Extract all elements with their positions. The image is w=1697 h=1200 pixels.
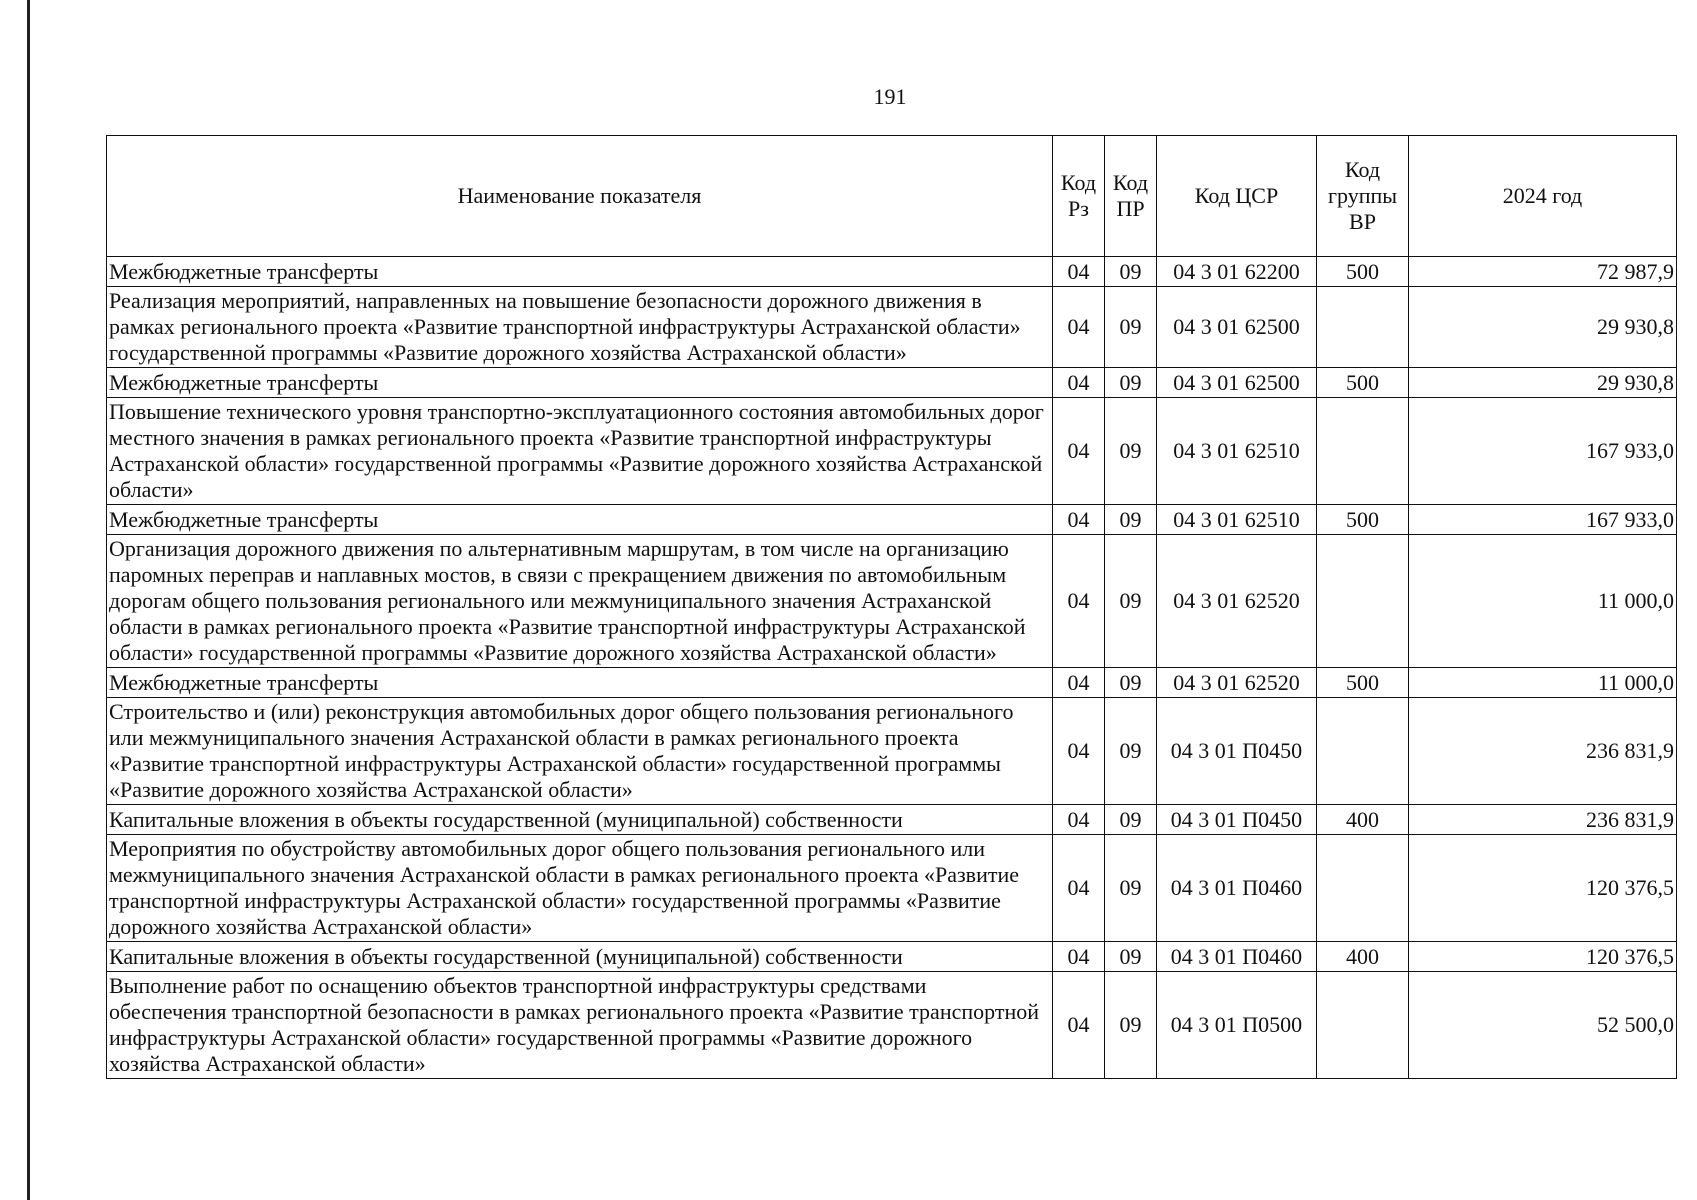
table-row <box>107 972 1677 1079</box>
row-rz: 04 <box>1053 835 1105 942</box>
table-row <box>107 505 1677 535</box>
row-amount: 52 500,0 <box>1409 972 1677 1079</box>
row-amount: 29 930,8 <box>1409 368 1677 398</box>
row-csr: 04 3 01 62510 <box>1157 505 1317 535</box>
header-row <box>107 136 1677 257</box>
row-name: Строительство и (или) реконструкция автомобильных дорог общего пользования регионального или межмуниципального значения Астраханской области в рамках регионального проекта «Развитие транспортной инфраструктуры Астраханской области» государственной программы «Развитие дорожного хозяйства Астраханской области» <box>107 698 1053 805</box>
row-pr: 09 <box>1105 668 1157 698</box>
table-row <box>107 368 1677 398</box>
row-name: Капитальные вложения в объекты государственной (муниципальной) собственности <box>107 805 1053 835</box>
page-number: 191 <box>873 84 907 109</box>
header-csr: Код ЦСР <box>1157 136 1317 257</box>
budget-table <box>106 135 1677 1079</box>
row-amount: 72 987,9 <box>1409 257 1677 287</box>
row-vr <box>1317 535 1409 668</box>
header-rz: Код Рз <box>1053 136 1105 257</box>
row-vr: 500 <box>1317 368 1409 398</box>
row-amount: 120 376,5 <box>1409 942 1677 972</box>
row-rz: 04 <box>1053 368 1105 398</box>
row-rz: 04 <box>1053 698 1105 805</box>
row-csr: 04 3 01 П0450 <box>1157 805 1317 835</box>
table-row <box>107 398 1677 505</box>
row-vr: 400 <box>1317 805 1409 835</box>
row-amount: 120 376,5 <box>1409 835 1677 942</box>
row-name: Реализация мероприятий, направленных на повышение безопасности дорожного движения в рамках регионального проекта «Развитие транспортной инфраструктуры Астраханской области» государственной программы «Развитие дорожного хозяйства Астраханской области» <box>107 287 1053 368</box>
table-row <box>107 257 1677 287</box>
row-rz: 04 <box>1053 668 1105 698</box>
row-vr <box>1317 398 1409 505</box>
table-row <box>107 535 1677 668</box>
table-row <box>107 287 1677 368</box>
row-rz: 04 <box>1053 972 1105 1079</box>
row-vr: 500 <box>1317 257 1409 287</box>
scan-edge-line <box>27 0 30 1200</box>
row-pr: 09 <box>1105 398 1157 505</box>
row-amount: 167 933,0 <box>1409 505 1677 535</box>
row-amount: 29 930,8 <box>1409 287 1677 368</box>
row-rz: 04 <box>1053 287 1105 368</box>
row-vr <box>1317 287 1409 368</box>
table-row <box>107 668 1677 698</box>
row-csr: 04 3 01 П0460 <box>1157 942 1317 972</box>
row-name: Повышение технического уровня транспортно-эксплуатационного состояния автомобильных дорог местного значения в рамках регионального проекта «Развитие транспортной инфраструктуры Астраханской области» государственной программы «Развитие дорожного хозяйства Астраханской области» <box>107 398 1053 505</box>
row-name: Организация дорожного движения по альтернативным маршрутам, в том числе на организацию паромных переправ и наплавных мостов, в связи с прекращением движения по автомобильным дорогам общего пользования регионального или межмуниципального значения Астраханской области в рамках регионального проекта «Развитие транспортной инфраструктуры Астраханской области» государственной программы «Развитие дорожного хозяйства Астраханской области» <box>107 535 1053 668</box>
row-pr: 09 <box>1105 972 1157 1079</box>
row-csr: 04 3 01 62200 <box>1157 257 1317 287</box>
row-pr: 09 <box>1105 257 1157 287</box>
row-name: Межбюджетные трансферты <box>107 257 1053 287</box>
row-amount: 167 933,0 <box>1409 398 1677 505</box>
row-csr: 04 3 01 П0500 <box>1157 972 1317 1079</box>
row-rz: 04 <box>1053 805 1105 835</box>
row-vr <box>1317 835 1409 942</box>
header-name: Наименование показателя <box>107 136 1053 257</box>
row-name: Межбюджетные трансферты <box>107 368 1053 398</box>
row-csr: 04 3 01 П0460 <box>1157 835 1317 942</box>
row-name: Межбюджетные трансферты <box>107 668 1053 698</box>
row-vr: 400 <box>1317 942 1409 972</box>
row-csr: 04 3 01 62520 <box>1157 668 1317 698</box>
row-amount: 11 000,0 <box>1409 535 1677 668</box>
row-amount: 236 831,9 <box>1409 805 1677 835</box>
row-name: Межбюджетные трансферты <box>107 505 1053 535</box>
row-pr: 09 <box>1105 805 1157 835</box>
row-csr: 04 3 01 62500 <box>1157 368 1317 398</box>
row-amount: 11 000,0 <box>1409 668 1677 698</box>
header-year: 2024 год <box>1409 136 1677 257</box>
row-rz: 04 <box>1053 535 1105 668</box>
row-pr: 09 <box>1105 835 1157 942</box>
table-row <box>107 805 1677 835</box>
row-amount: 236 831,9 <box>1409 698 1677 805</box>
table-row <box>107 942 1677 972</box>
row-name: Капитальные вложения в объекты государственной (муниципальной) собственности <box>107 942 1053 972</box>
row-vr <box>1317 698 1409 805</box>
row-csr: 04 3 01 62520 <box>1157 535 1317 668</box>
table-row <box>107 698 1677 805</box>
row-vr: 500 <box>1317 505 1409 535</box>
row-rz: 04 <box>1053 398 1105 505</box>
row-pr: 09 <box>1105 287 1157 368</box>
row-vr: 500 <box>1317 668 1409 698</box>
row-csr: 04 3 01 62510 <box>1157 398 1317 505</box>
row-vr <box>1317 972 1409 1079</box>
row-name: Выполнение работ по оснащению объектов транспортной инфраструктуры средствами обеспечения транспортной безопасности в рамках регионального проекта «Развитие транспортной инфраструктуры Астраханской области» государственной программы «Развитие дорожного хозяйства Астраханской области» <box>107 972 1053 1079</box>
row-pr: 09 <box>1105 505 1157 535</box>
table-row <box>107 835 1677 942</box>
header-vr: Код группы ВР <box>1317 136 1409 257</box>
row-pr: 09 <box>1105 535 1157 668</box>
row-pr: 09 <box>1105 942 1157 972</box>
row-rz: 04 <box>1053 505 1105 535</box>
row-rz: 04 <box>1053 942 1105 972</box>
row-csr: 04 3 01 П0450 <box>1157 698 1317 805</box>
row-pr: 09 <box>1105 368 1157 398</box>
row-rz: 04 <box>1053 257 1105 287</box>
row-pr: 09 <box>1105 698 1157 805</box>
header-pr: Код ПР <box>1105 136 1157 257</box>
row-name: Мероприятия по обустройству автомобильных дорог общего пользования регионального или межмуниципального значения Астраханской области в рамках регионального проекта «Развитие транспортной инфраструктуры Астраханской области» государственной программы «Развитие дорожного хозяйства Астраханской области» <box>107 835 1053 942</box>
row-csr: 04 3 01 62500 <box>1157 287 1317 368</box>
